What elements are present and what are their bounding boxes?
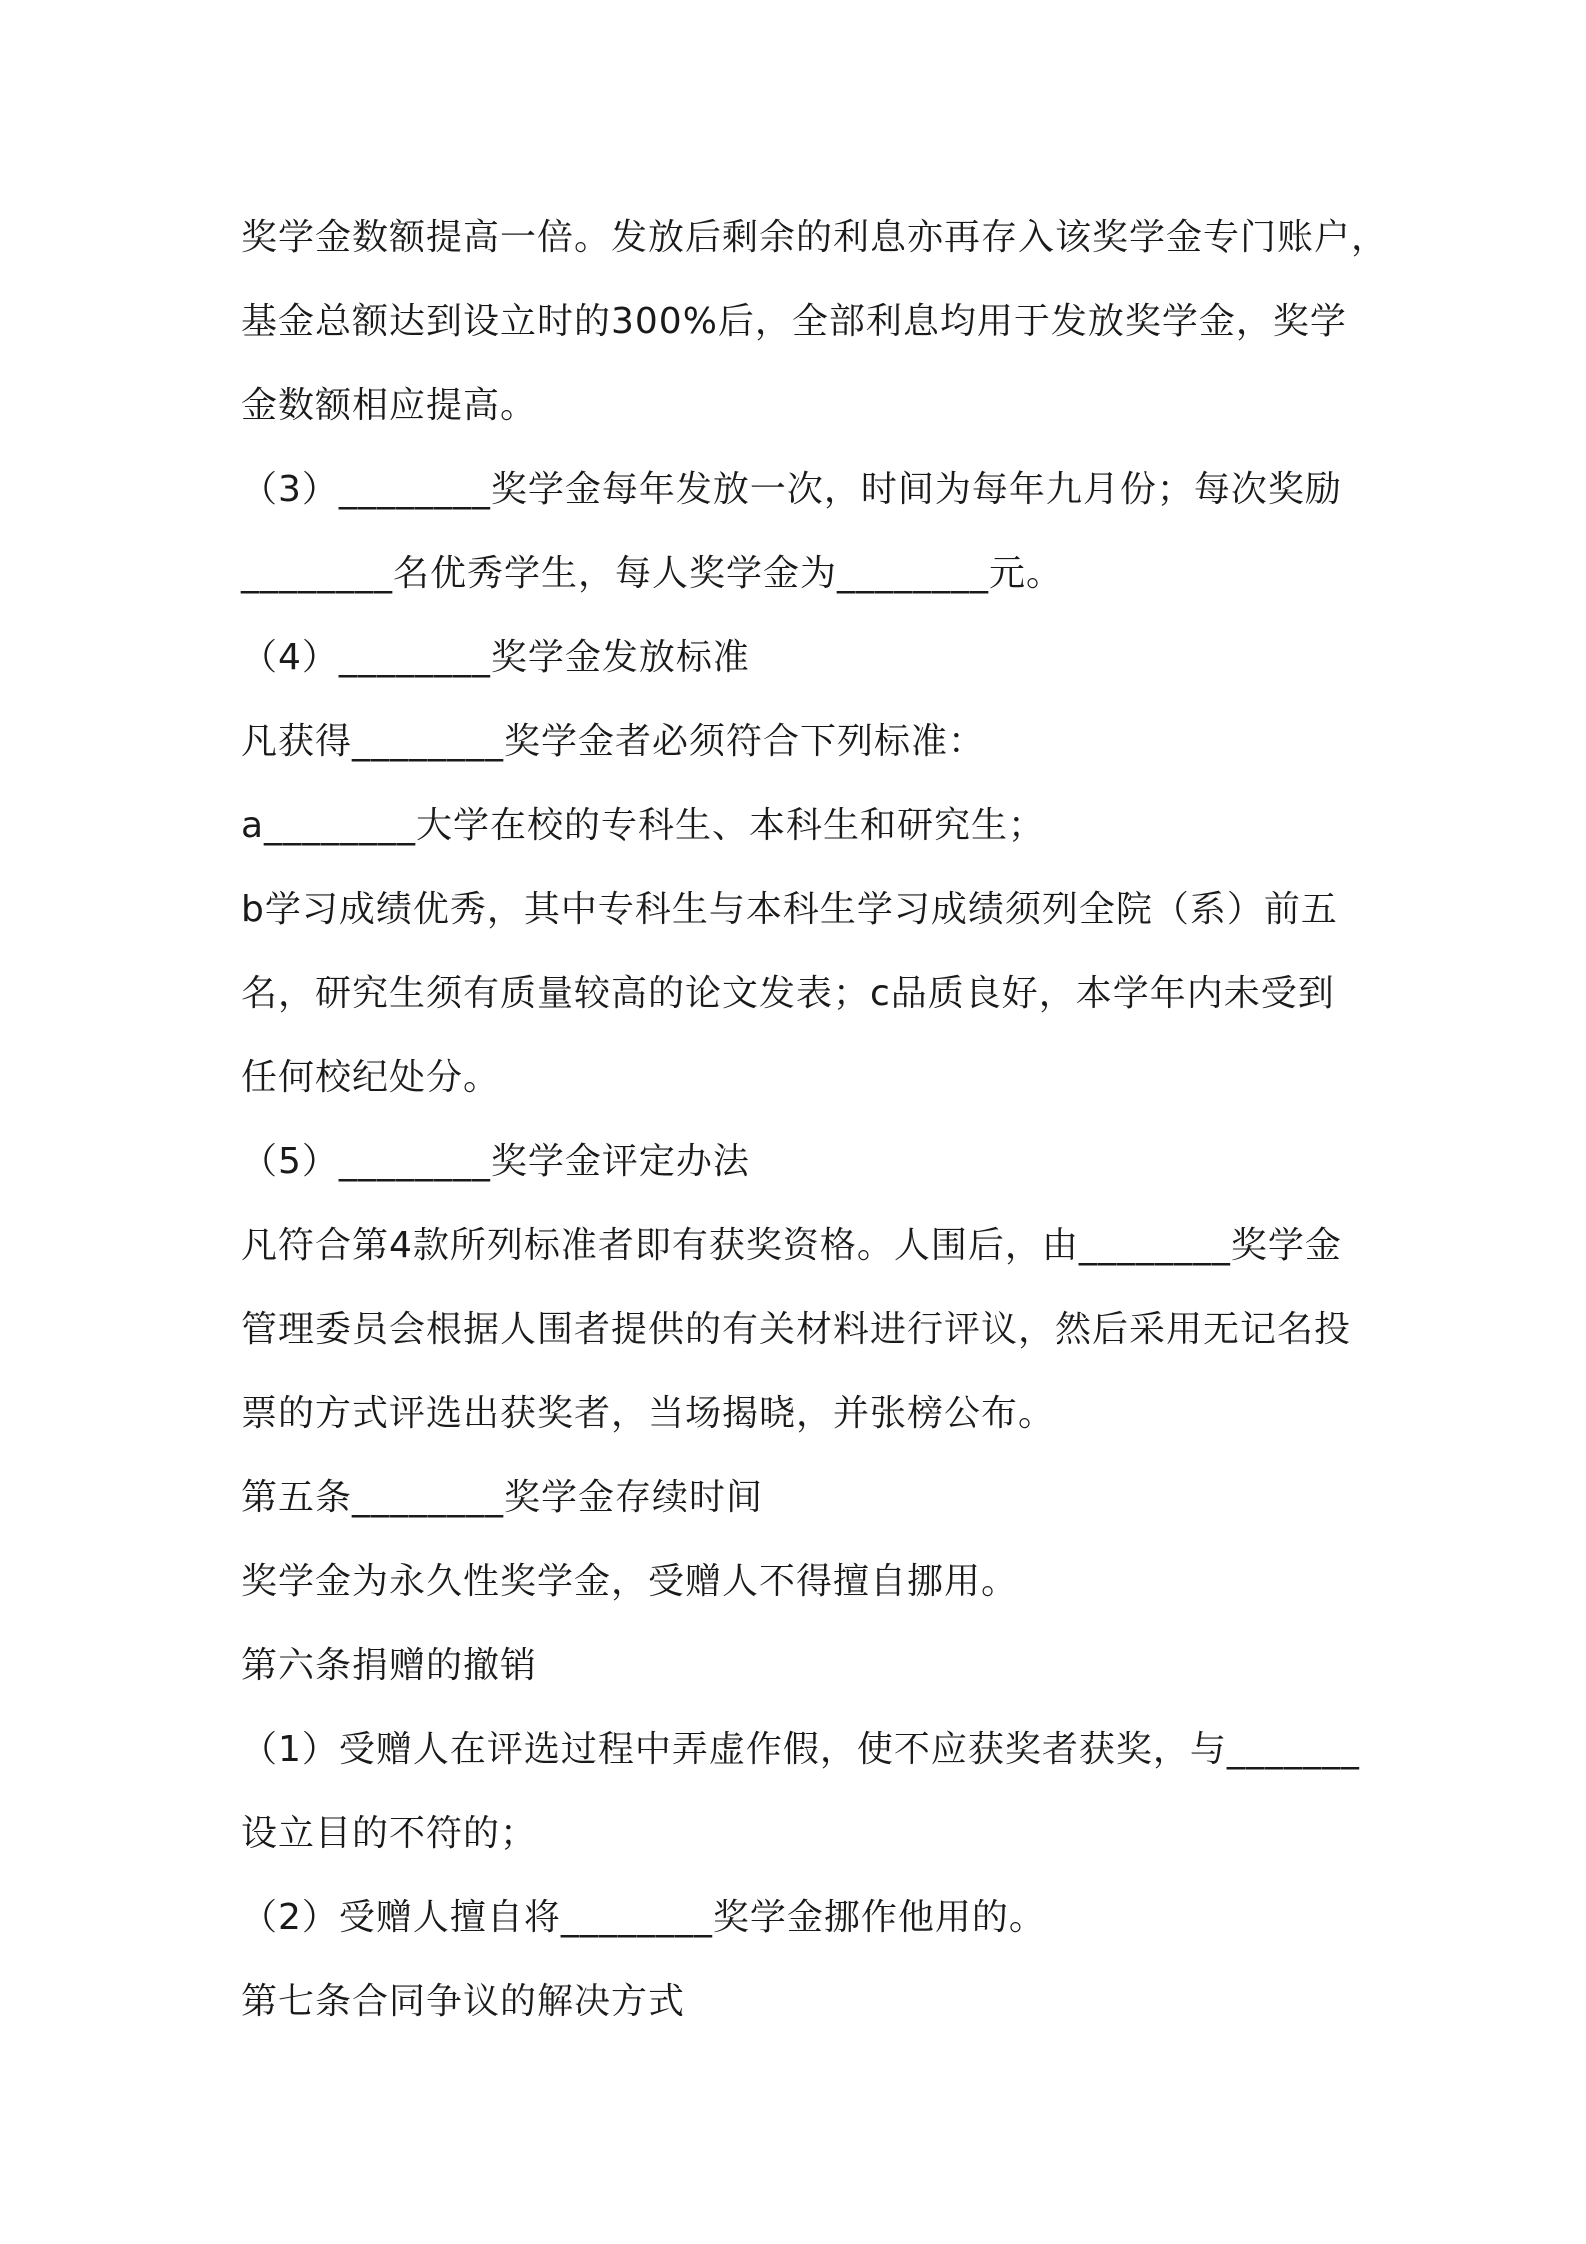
text-line: a________大学在校的专科生、本科生和研究生； [241,805,1046,846]
text-line: 名，研究生须有质量较高的论文发表；c品质良好，本学年内未受到 [241,973,1335,1014]
text-line: 任何校纪处分。 [241,1057,501,1098]
text-line: （2）受赠人擅自将________奖学金挪作他用的。 [241,1897,1046,1938]
text-line: （1）受赠人在评选过程中弄虚作假，使不应获奖者获奖，与_______ [241,1729,1360,1770]
text-line: b学习成绩优秀，其中专科生与本科生学习成绩须列全院（系）前五 [241,889,1338,930]
text-line: （3）________奖学金每年发放一次，时间为每年九月份；每次奖励 [241,469,1342,510]
text-line: 设立目的不符的； [241,1813,538,1854]
text-line: 管理委员会根据人围者提供的有关材料进行评议，然后采用无记名投 [241,1309,1352,1350]
text-line: 奖学金数额提高一倍。发放后剩余的利息亦再存入该奖学金专门账户， [241,217,1389,258]
text-line: 凡获得________奖学金者必须符合下列标准： [241,721,986,762]
text-line: 票的方式评选出获奖者，当场揭晓，并张榜公布。 [241,1393,1056,1434]
text-line: 第六条捐赠的撤销 [241,1645,538,1686]
text-line: 第五条________奖学金存续时间 [241,1477,764,1518]
text-line: 基金总额达到设立时的300%后，全部利息均用于发放奖学金，奖学 [241,301,1347,342]
text-line: 奖学金为永久性奖学金，受赠人不得擅自挪用。 [241,1561,1019,1602]
text-line: 凡符合第4款所列标准者即有获奖资格。人围后，由________奖学金 [241,1225,1342,1266]
text-line: （4）________奖学金发放标准 [241,637,750,678]
text-line: （5）________奖学金评定办法 [241,1141,750,1182]
text-line: 金数额相应提高。 [241,385,538,426]
text-line: ________名优秀学生，每人奖学金为________元。 [241,553,1064,594]
document-body [241,196,1389,2044]
text-line: 第七条合同争议的解决方式 [241,1981,686,2022]
